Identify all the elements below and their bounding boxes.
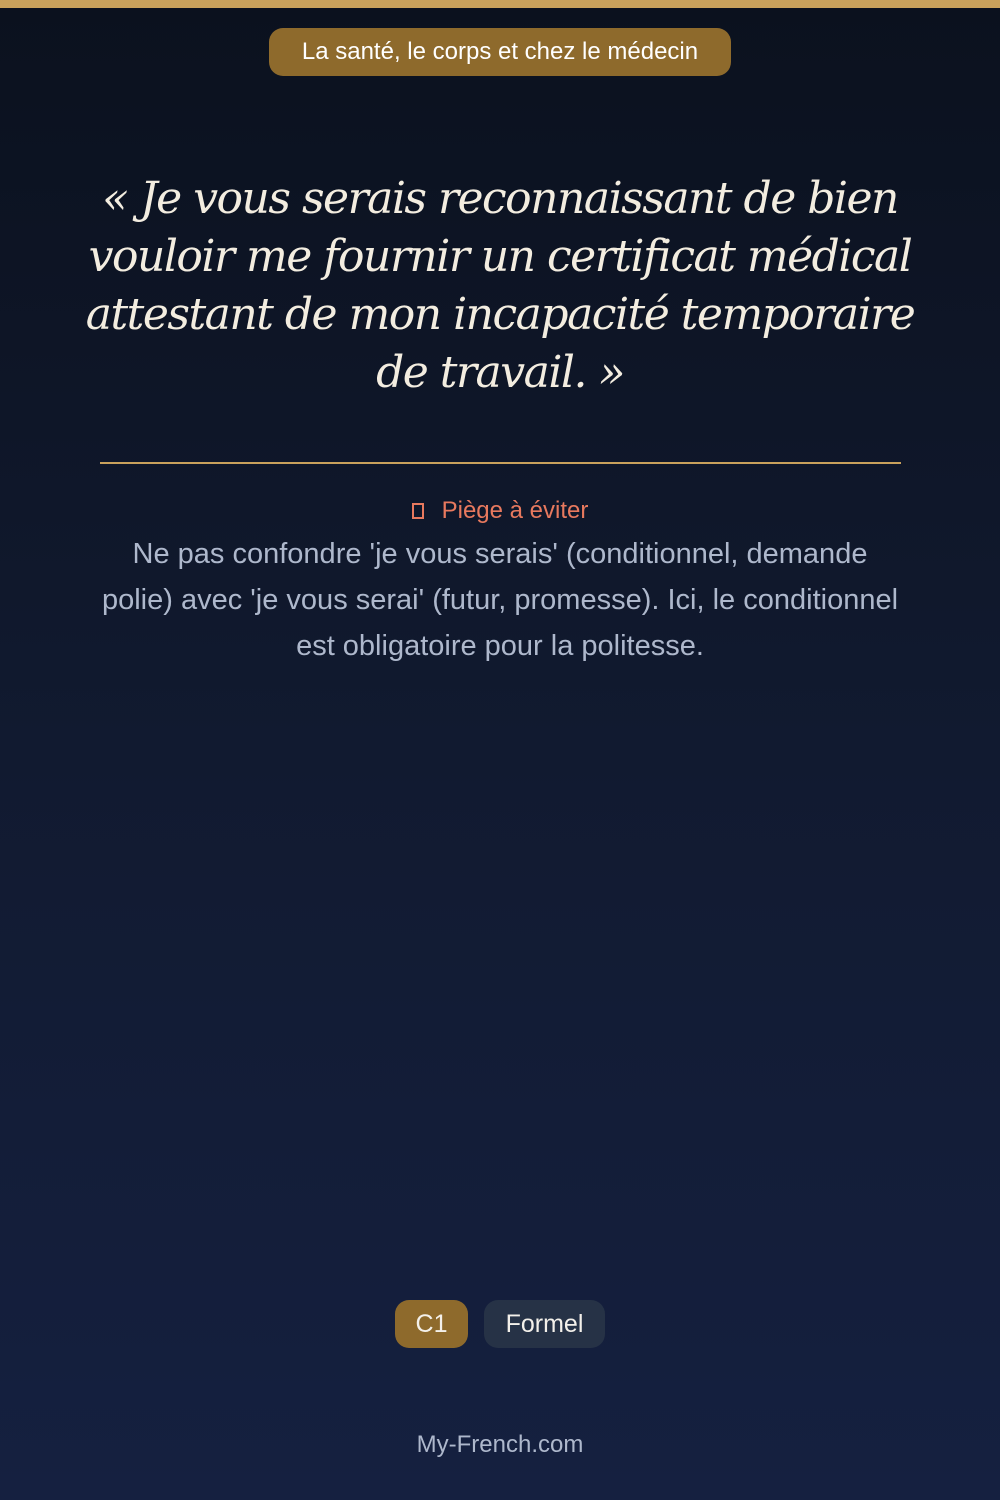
- trap-explanation: Ne pas confondre 'je vous serais' (conditionnel, demande polie) avec 'je vous serai' (futur, promesse). Ici, le conditionnel est obligatoire pour la politesse.: [101, 538, 899, 662]
- warning-box-icon: [412, 503, 424, 519]
- section-divider: [100, 462, 901, 464]
- french-quote: « Je vous serais reconnaissant de bien vouloir me fournir un certificat médical attestant de mon incapacité temporaire de travail. »: [85, 173, 915, 398]
- level-tag: C1: [395, 1300, 468, 1348]
- tag-list: [0, 1300, 1000, 1348]
- top-accent-bar: [0, 0, 1000, 8]
- trap-heading: [0, 496, 1000, 526]
- category-badge: La santé, le corps et chez le médecin: [269, 28, 731, 76]
- site-footer: My-French.com: [416, 1431, 584, 1458]
- register-tag: Formel: [484, 1300, 605, 1348]
- trap-title: Piège à éviter: [441, 497, 589, 524]
